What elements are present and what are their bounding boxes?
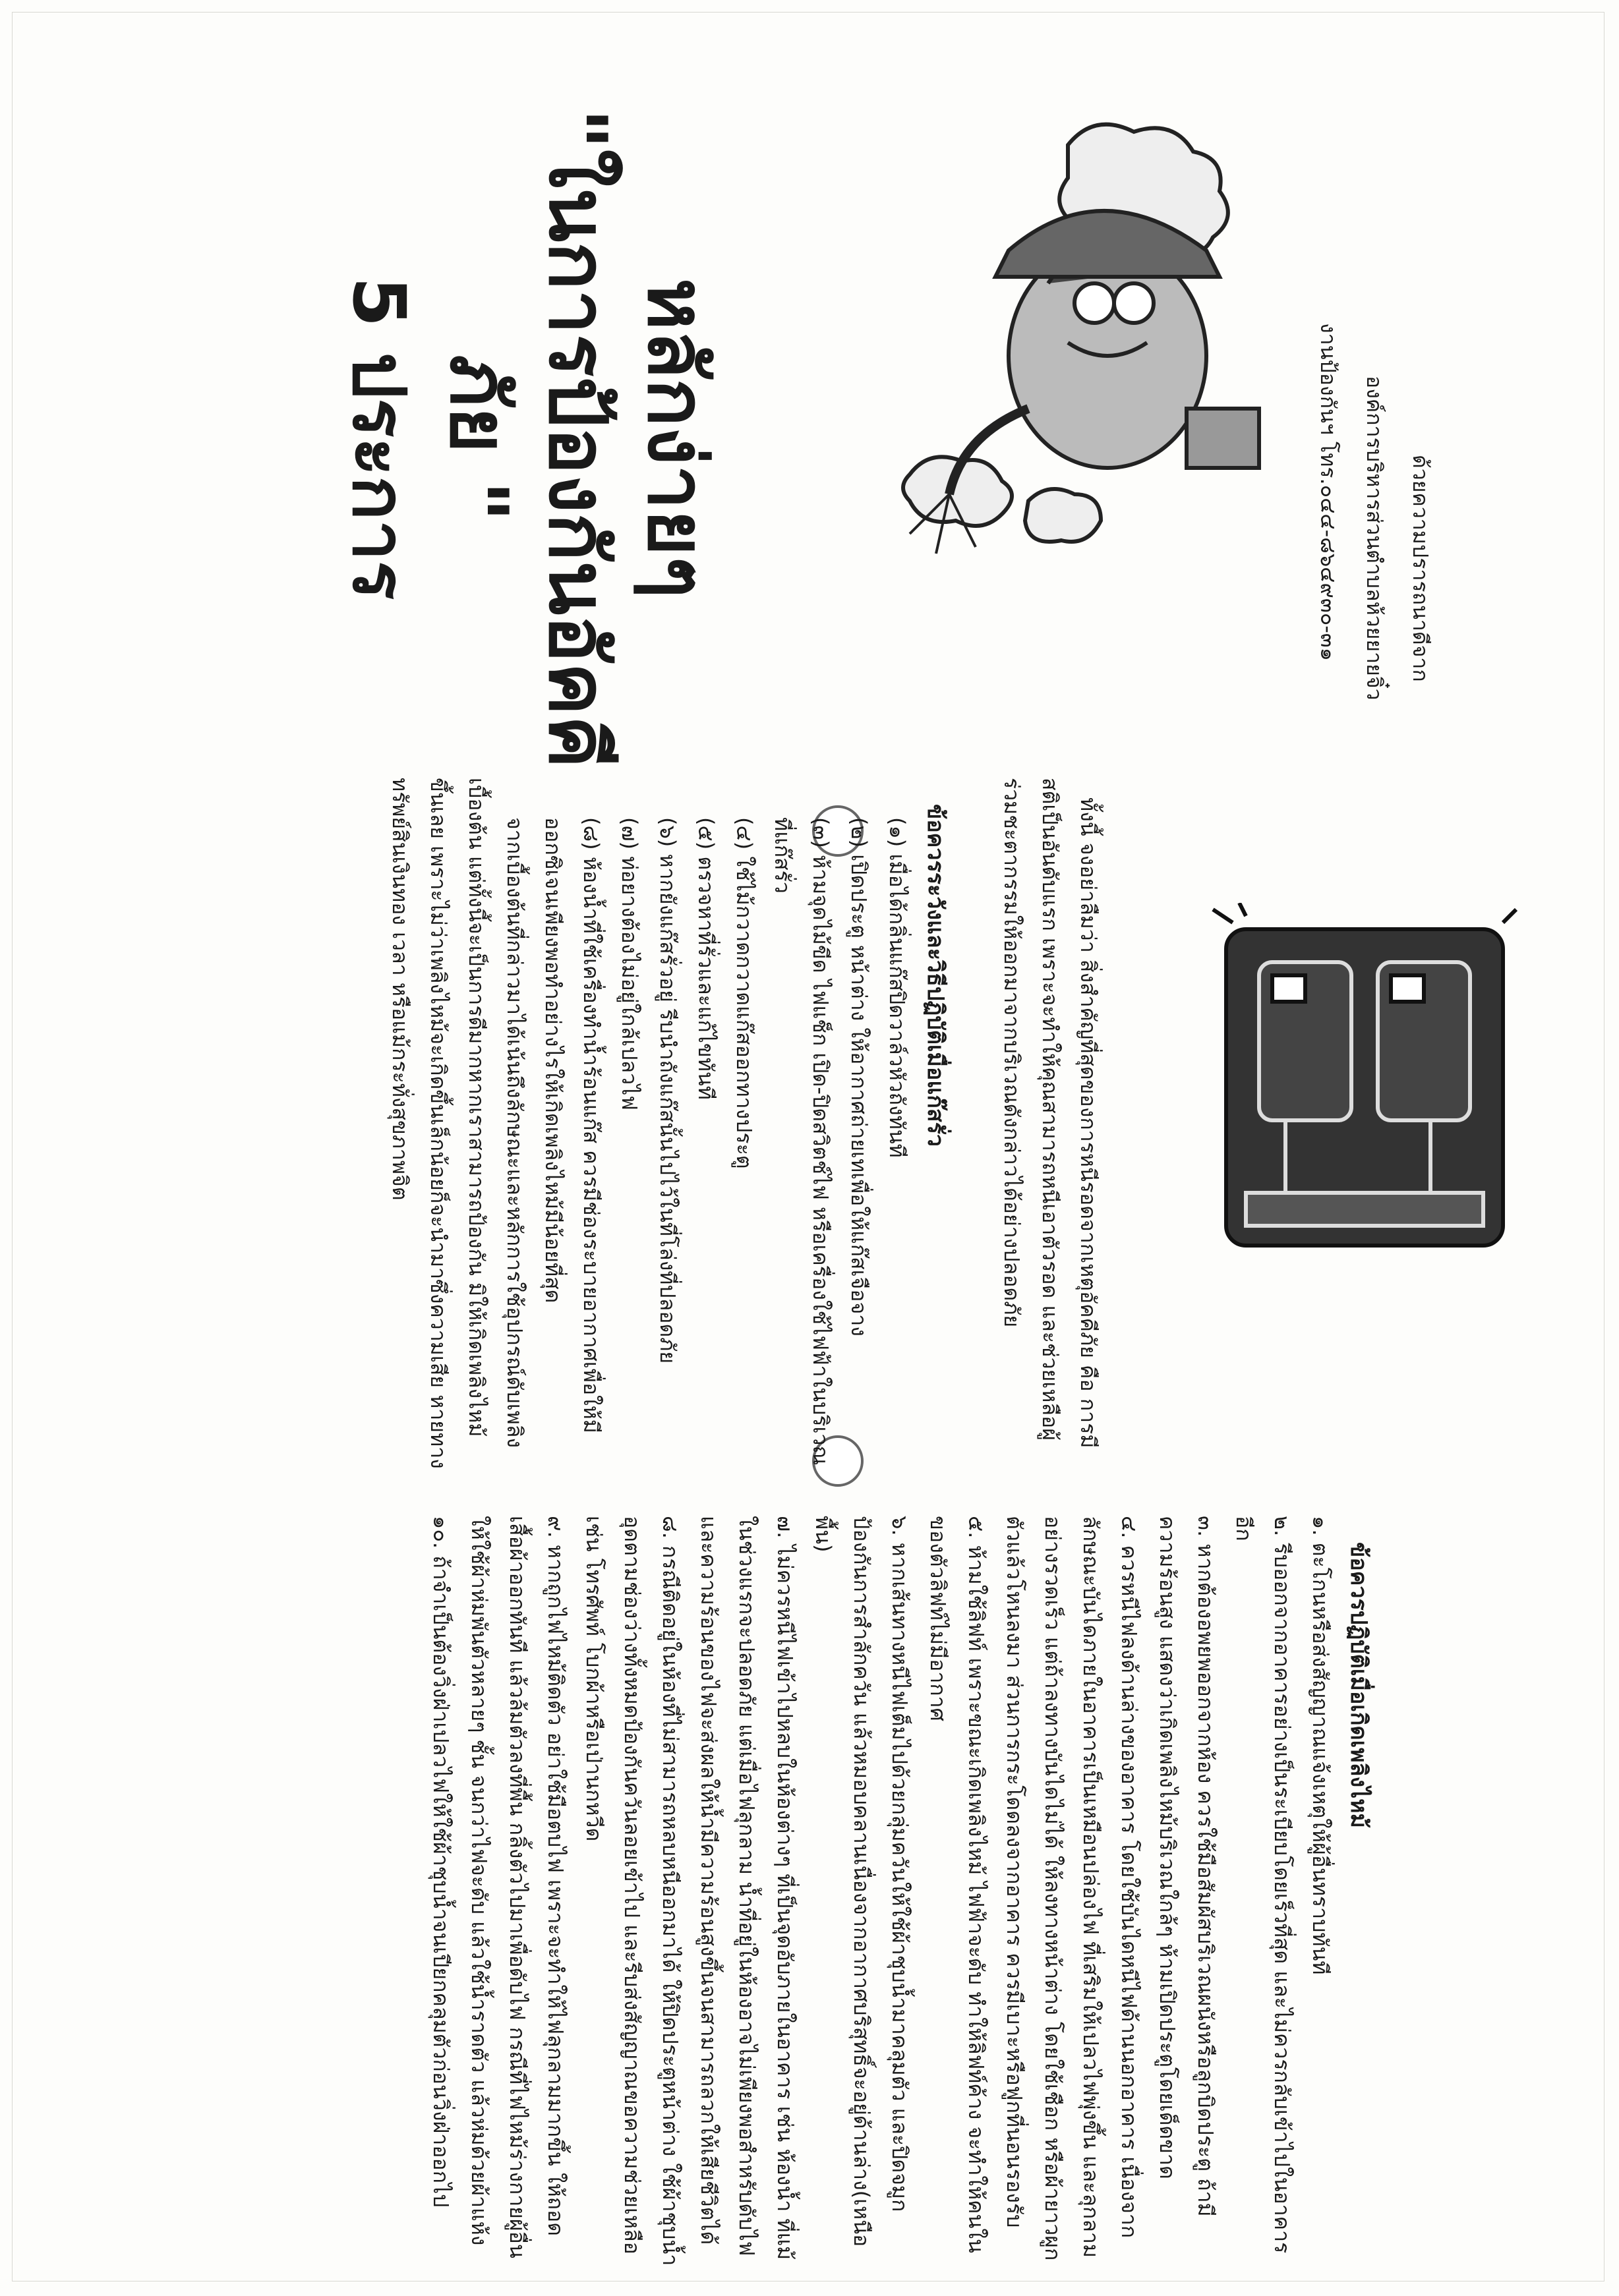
title-line-2: "ในการป้องกันอัคคีภัย "	[432, 108, 623, 768]
fire-item: ๓. หากต้องอพยพออกจากห้อง ควรใช้มือสัมผัสบริเวณผนังหรือลูกบิดประตู ถ้ามีความร้อนสูง แสดงว่าเกิดเพลิงไหม้บริเวณใกล้ๆ ห้ามเปิดประตูโดยเด็ดขาด	[1155, 1516, 1218, 2217]
fire-item: ๙. หากถูกไฟไหม้ติดตัว อย่าใช้มือตบไฟ เพราะจะทำให้ไฟลุกลามมากขึ้น ให้ถอดเสื้อผ้าออกทันที แล้วล้มตัวลงที่พื้น กลิ้งตัวไปมาเพื่อดับไฟ กรณีที่ไฟไหม้ร่างกายผู้อื่น ให้ใช้ผ้าห่มพันตัวหลายๆ ชั้น จนกว่าไฟจะดับ แล้วใช้น้ำราดตัว แล้วห่มด้วยผ้าแห้ง	[467, 1516, 568, 2258]
credits-line-1: ด้วยความปรารถนาดีจาก	[1408, 455, 1433, 682]
gas-leak-heading: ข้อควรระวังและวิธีปฏิบัติเมื่อแก๊สรั่ว	[922, 804, 949, 1147]
title-line-1: หลักง่ายๆ	[630, 277, 722, 599]
gas-leak-item: (๑) เมื่อได้กลิ่นแก๊สปิดวาล์วหัวถังทันที	[885, 817, 910, 1158]
fire-item: ๑๐. ถ้าจำเป็นต้องวิ่งฝ่าเปลวไฟให้ใช้ผ้าชุบน้ำจนเปียกคลุมตัวก่อนวิ่งฝ่าออกไป	[428, 1516, 454, 2208]
gas-cylinders-icon	[1206, 903, 1523, 1272]
gas-leak-item: (๓) ห้ามจุดไม้ขีด ไฟแช็ก เปิด-ปิดสวิตช์ไฟ หรือเครื่องใช้ไฟฟ้าในบริเวณที่แก๊สรั่ว	[770, 817, 833, 1466]
title-panel	[330, 105, 725, 771]
fire-item: ๖. หากเส้นทางหนีไฟเต็มไปด้วยกลุ่มควันให้ใช้ผ้าชุบน้ำมาคลุมตัว และปิดจมูก ป้องกันการสำลักควัน แล้วหมอบคลานเนื่องจากอากาศบริสุทธิ์จะอยู่ด้านล่าง(เหนือพื้น)	[811, 1516, 912, 2247]
middle-closing: จากเบื้องต้นที่กล่าวมาได้เน้นถึงลักษณะและหลักการใช้อุปกรณ์ดับเพลิงเบื้องต้น แต่ทั้งนี้จะเป็นการดีมากหากเราสามารถป้องกัน มิให้เกิดเพลิงไหม้ ขึ้นเลย เพราะไม่ว่าเพลิงไหม้จะเกิดขึ้นเล็กน้อยก็จะนำมาซึ่งความเสีย หายทางทรัพย์สินเงินทอง เวลา หรือแม้กระทั่งสุขภาพจิต	[388, 778, 527, 1469]
fire-item: ๔. ควรหนีไฟลงด้านล่างของอาคาร โดยใช้บันไดหนีไฟด้านนอกอาคาร เนื่องจากลักษณะบันไดภายในอาคารเป็นเหมือนปล่องไฟ ที่เสริมให้เปลวไฟพุ่งขึ้น และลุกลามอย่างรวดเร็ว แต่ถ้าลงทางบันไดไม่ได้ ให้ลงทางหน้าต่าง โดยใช้เชือก หรือผ้ายาวผูกตัวแล้วโหนลงมา ส่วนการกระโดดลงจากอาคาร ควรมีเบาะหรือฟูกที่นอนรองรับ	[1002, 1516, 1142, 2261]
gas-leak-item: (๒) เปิดประตู หน้าต่าง ให้อากาศถ่ายเทเพื่อให้แก๊สเจือจาง	[846, 817, 871, 1336]
fire-item: ๑. ตะโกนหรือส่งสัญญาณแจ้งเหตุให้ผู้อื่นทราบทันที	[1308, 1516, 1333, 1975]
fire-item: ๗. ไม่ควรหนีไฟเข้าไปหลบในห้องต่างๆ ที่เป็นจุดอับภายในอาคาร เช่น ห้องน้ำ ที่แม้ในช่วงแรกจะปลอดภัย แต่เมื่อไฟลุกลาม น้ำที่อยู่ในห้องอาจไม่เพียงพอสำหรับดับไฟ และความร้อนของไฟจะส่งผลให้น้ำมีความร้อนสูงขึ้นจนสามารถลวกให้เสียชีวิตได้	[696, 1516, 798, 2260]
left-panel	[422, 1516, 1378, 2267]
middle-intro: ทั้งนี้ จงอย่าลืมว่า สิ่งสำคัญที่สุดของการหนีรอดจากเหตุอัคคีภัย คือ การมีสติเป็นอันดับแรก เพราะจะทำให้คุณสามารถหนีเอาตัวรอด และช่วยเหลือผู้ร่วมชะตากรรมให้ออกมาจากบริเวณดังกล่าวได้อย่างปลอดภัย	[999, 778, 1101, 1449]
gas-leak-item: (๕) ตรวจหาที่รั่วและแก้ไขทันที	[693, 817, 719, 1100]
fire-item: ๕. ห้ามใช้ลิฟท์ เพราะขณะเกิดเพลิงไหม้ ไฟฟ้าจะดับ ทำให้ลิฟท์ค้าง จะทำให้คนในของตัวลิฟท์ไม่มีอากาศ	[926, 1516, 989, 2253]
fire-item: ๘. กรณีติดอยู่ในห้องที่ไม่สามารถหลบหนีออกมาได้ ให้ปิดประตูหน้าต่าง ใช้ผ้าชุบน้ำอุดตามช่องว่างทั้งหมดป้องกันควันลอยเข้าไป และรีบส่งสัญญาณขอความช่วยเหลือ เช่น โทรศัพท์ โบกผ้าหรือเป่านกหวีด	[581, 1516, 683, 2266]
fire-heading: ข้อควรปฏิบัติเมื่อเกิดเพลิงไหม้	[1345, 1542, 1372, 1828]
middle-panel	[381, 778, 1107, 1470]
fire-item: ๒. รีบออกจากอาคารอย่างเป็นระเบียบโดยเร็วที่สุด และไม่ควรกลับเข้าไปในอาคารอีก	[1231, 1516, 1295, 2254]
title-line-3: 5 ประการ	[337, 276, 421, 600]
gas-leak-item: (๖) หากยังแก๊สรั่วอยู่ รีบนำถังแก๊สนั้นไปไว้ในที่โล่งที่ปลอดภัย	[655, 817, 680, 1364]
gas-leak-item: (๘) ห้องน้ำที่ใช้เครื่องทำน้ำร้อนแก๊ส ควรมีช่องระบายอากาศเพื่อให้มีออกซิเจนเพียงพอทำอย่างไรให้เกิดเพลิงไหม้มีน้อยที่สุด	[541, 817, 604, 1433]
gas-leak-item: (๔) ใช้ไม้กวาดกวาดแก๊สออกทางประตู	[732, 817, 757, 1169]
firefighter-cartoon-icon	[831, 105, 1305, 567]
credits-line-3: งานป้องกันฯ โทร.๐๔๔-๘๖๔๙๓๐-๓๑	[1316, 323, 1341, 661]
credits-line-2: องค์การบริหารส่วนตำบลห้วยยายจิ๋ว	[1362, 376, 1387, 701]
gas-leak-item: (๗) ท่อยางต้องไม่อยู่ใกล้เปลวไฟ	[617, 817, 642, 1110]
